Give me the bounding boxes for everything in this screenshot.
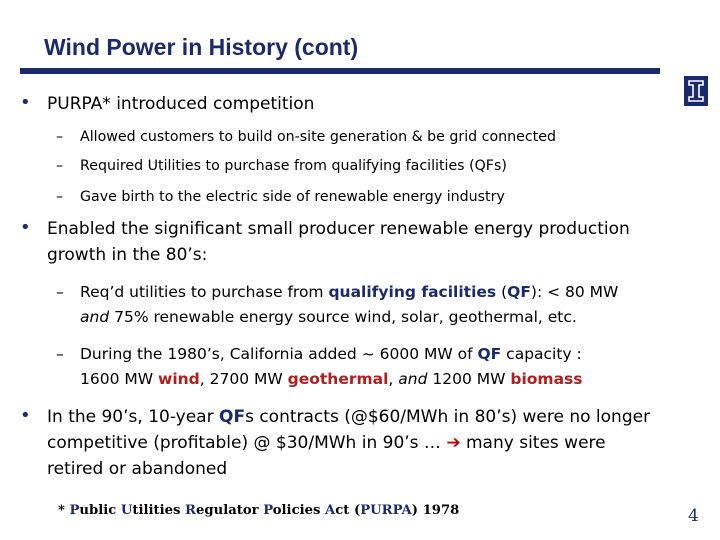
highlight-biomass: biomass <box>510 370 583 388</box>
text-run: 1600 MW <box>80 370 158 388</box>
emphasis-and: and <box>398 370 428 388</box>
slide-title: Wind Power in History (cont) <box>44 34 359 60</box>
text-run: During the 1980’s, California added ~ 6000 MW of <box>80 345 478 363</box>
acronym-letter: U <box>120 503 133 518</box>
footnote-star: * <box>58 503 70 518</box>
bullet-2-line-1: Enabled the significant small producer renewable energy production <box>47 219 630 239</box>
text-run: Req’d utilities to purchase from <box>80 283 329 301</box>
sub-text <box>80 280 670 330</box>
arrow-right-icon: ➔ <box>446 433 461 453</box>
bullet-3-text <box>47 404 677 482</box>
text-run: , 2700 MW <box>199 370 288 388</box>
text-run: 1200 MW <box>427 370 511 388</box>
acronym-letter: R <box>185 503 196 518</box>
dash-icon: – <box>56 158 64 174</box>
text-run: retired or abandoned <box>47 459 228 479</box>
dash-icon: – <box>56 283 64 301</box>
bullet-2-line-2: growth in the 80’s: <box>47 245 208 265</box>
text-run: ct ( <box>335 503 361 518</box>
dash-icon: – <box>56 189 64 205</box>
text-run: ) 1978 <box>411 503 460 518</box>
text-run: , <box>388 370 399 388</box>
acronym-letter: A <box>325 503 336 518</box>
sub-text: Gave birth to the electric side of renewable energy industry <box>80 189 505 205</box>
highlight-wind: wind <box>158 370 200 388</box>
highlight-qualifying-facilities: qualifying facilities <box>328 283 497 301</box>
bullet-dot-icon: • <box>20 405 31 426</box>
text-run: 75% renewable energy source wind, solar, geothermal, etc. <box>109 308 577 326</box>
dash-icon: – <box>56 345 64 363</box>
bullet-1-text: PURPA* introduced competition <box>47 94 315 114</box>
text-run: egulator <box>196 503 264 518</box>
highlight-qf: QF <box>219 407 246 427</box>
sub-text: Required Utilities to purchase from qualifying facilities (QFs) <box>80 158 507 174</box>
acronym-purpa: PURPA <box>360 503 412 518</box>
sub-text <box>80 342 670 392</box>
title-rule <box>20 68 660 74</box>
text-run: ublic <box>79 503 121 518</box>
page-number: 4 <box>688 506 699 526</box>
text-run: ( <box>496 283 508 301</box>
footnote <box>58 503 459 518</box>
acronym-letter: P <box>263 503 273 518</box>
text-run: ): < 80 MW <box>530 283 619 301</box>
bullet-dot-icon: • <box>20 217 31 238</box>
acronym-letter: P <box>69 503 80 518</box>
text-run: olicies <box>272 503 326 518</box>
text-run: s contracts (@$60/MWh in 80’s) were no longer <box>245 407 651 427</box>
highlight-qf: QF <box>507 283 531 301</box>
dash-icon: – <box>56 129 64 145</box>
text-run: capacity : <box>501 345 582 363</box>
text-run: many sites were <box>460 433 606 453</box>
text-run: In the 90’s, 10-year <box>47 407 219 427</box>
text-run: tilities <box>132 503 186 518</box>
highlight-qf: QF <box>477 345 502 363</box>
bullet-2-text <box>47 216 677 268</box>
illinois-block-i-icon <box>684 76 708 106</box>
sub-text: Allowed customers to build on-site generation & be grid connected <box>80 129 556 145</box>
highlight-geothermal: geothermal <box>287 370 389 388</box>
bullet-dot-icon: • <box>20 92 31 113</box>
emphasis-and: and <box>80 308 110 326</box>
text-run: competitive (profitable) @ $30/MWh in 90’s … <box>47 433 447 453</box>
